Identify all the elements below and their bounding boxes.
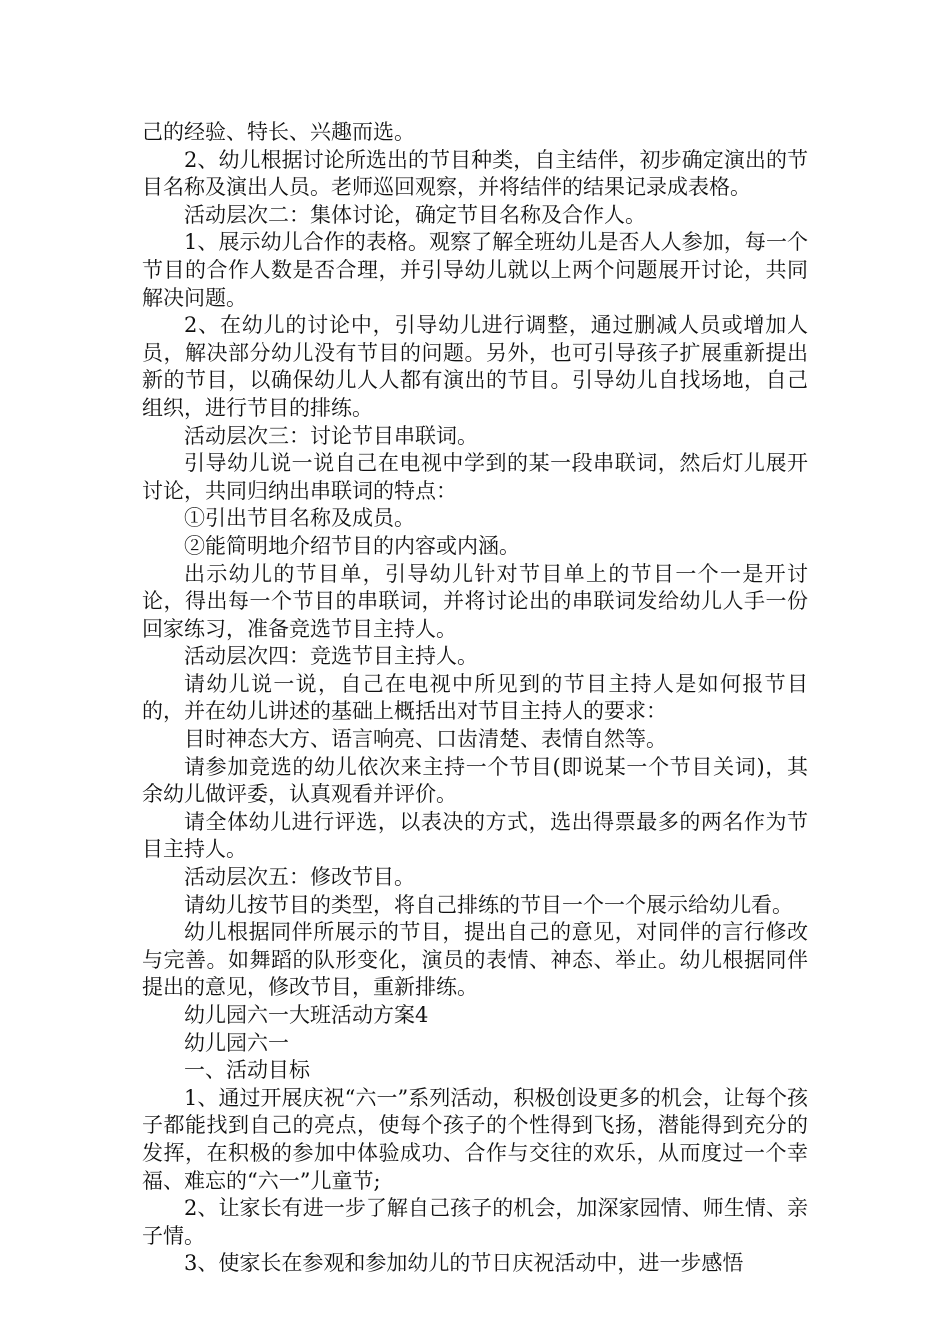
paragraph: 请参加竞选的幼儿依次来主持一个节目(即说某一个节目关词)，其余幼儿做评委，认真观看并评价。 <box>142 754 808 807</box>
section-heading: 活动层次五：修改节目。 <box>184 865 415 890</box>
document-title: 幼儿园六一大班活动方案4 <box>184 1003 429 1027</box>
paragraph: 2、让家长有进一步了解自己孩子的机会，加深家园情、师生情、亲子情。 <box>142 1196 808 1248</box>
paragraph: 幼儿根据同伴所展示的节目，提出自己的意见，对同伴的言行修改与完善。如舞蹈的队形变化，演员的表情、神态、举止。幼儿根据同伴提出的意见，修改节目，重新排练。 <box>142 920 808 1000</box>
paragraph: 1、通过开展庆祝“六一”系列活动，积极创设更多的机会，让每个孩子都能找到自己的亮点，使每个孩子的个性得到飞扬，潜能得到充分的发挥，在积极的参加中体验成功、合作与交往的欢乐，从而度过一个幸福、难忘的“六一”儿童节; <box>142 1085 808 1193</box>
section-heading: 活动层次三：讨论节目串联词。 <box>184 423 478 448</box>
paragraph: 2、幼儿根据讨论所选出的节目种类，自主结伴，初步确定演出的节目名称及演出人员。老师巡回观察，并将结伴的结果记录成表格。 <box>142 147 808 200</box>
list-item: ①引出节目名称及成员。 <box>184 506 415 531</box>
paragraph: 请幼儿说一说，自己在电视中所见到的节目主持人是如何报节目的，并在幼儿讲述的基础上概括出对节目主持人的要求： <box>142 671 808 724</box>
paragraph: 己的经验、特长、兴趣而选。 <box>142 120 415 144</box>
section-heading: 活动层次二：集体讨论，确定节目名称及合作人。 <box>184 202 646 227</box>
paragraph: 请全体幼儿进行评选，以表决的方式，选出得票最多的两名作为节目主持人。 <box>142 809 808 862</box>
paragraph: 引导幼儿说一说自己在电视中学到的某一段串联词，然后灯儿展开讨论，共同归纳出串联词的特点： <box>142 451 808 503</box>
paragraph: 出示幼儿的节目单，引导幼儿针对节目单上的节目一个一是开讨论，得出每一个节目的串联词，并将讨论出的串联词发给幼儿人手一份回家练习，准备竞选节目主持人。 <box>142 561 808 641</box>
paragraph: 目时神态大方、语言响亮、口齿清楚、表情自然等。 <box>184 727 667 752</box>
paragraph: 1、展示幼儿合作的表格。观察了解全班幼儿是否人人参加，每一个节目的合作人数是否合理，并引导幼儿就以上两个问题展开讨论，共同解决问题。 <box>142 230 808 310</box>
paragraph: 2、在幼儿的讨论中，引导幼儿进行调整，通过删减人员或增加人员，解决部分幼儿没有节目的问题。另外，也可引导孩子扩展重新提出新的节目，以确保幼儿人人都有演出的节目。引导幼儿自找场地，自己组织，进行节目的排练。 <box>142 313 808 420</box>
list-item: ②能简明地介绍节目的内容或内涵。 <box>184 533 520 558</box>
document-subtitle: 幼儿园六一 <box>184 1030 289 1055</box>
section-heading: 活动层次四：竞选节目主持人。 <box>184 644 478 669</box>
section-heading: 一、活动目标 <box>184 1058 310 1083</box>
document-body <box>142 119 808 1278</box>
paragraph: 3、使家长在参观和参加幼儿的节日庆祝活动中，进一步感悟 <box>184 1251 744 1276</box>
paragraph: 请幼儿按节目的类型，将自己排练的节目一个一个展示给幼儿看。 <box>184 892 793 917</box>
